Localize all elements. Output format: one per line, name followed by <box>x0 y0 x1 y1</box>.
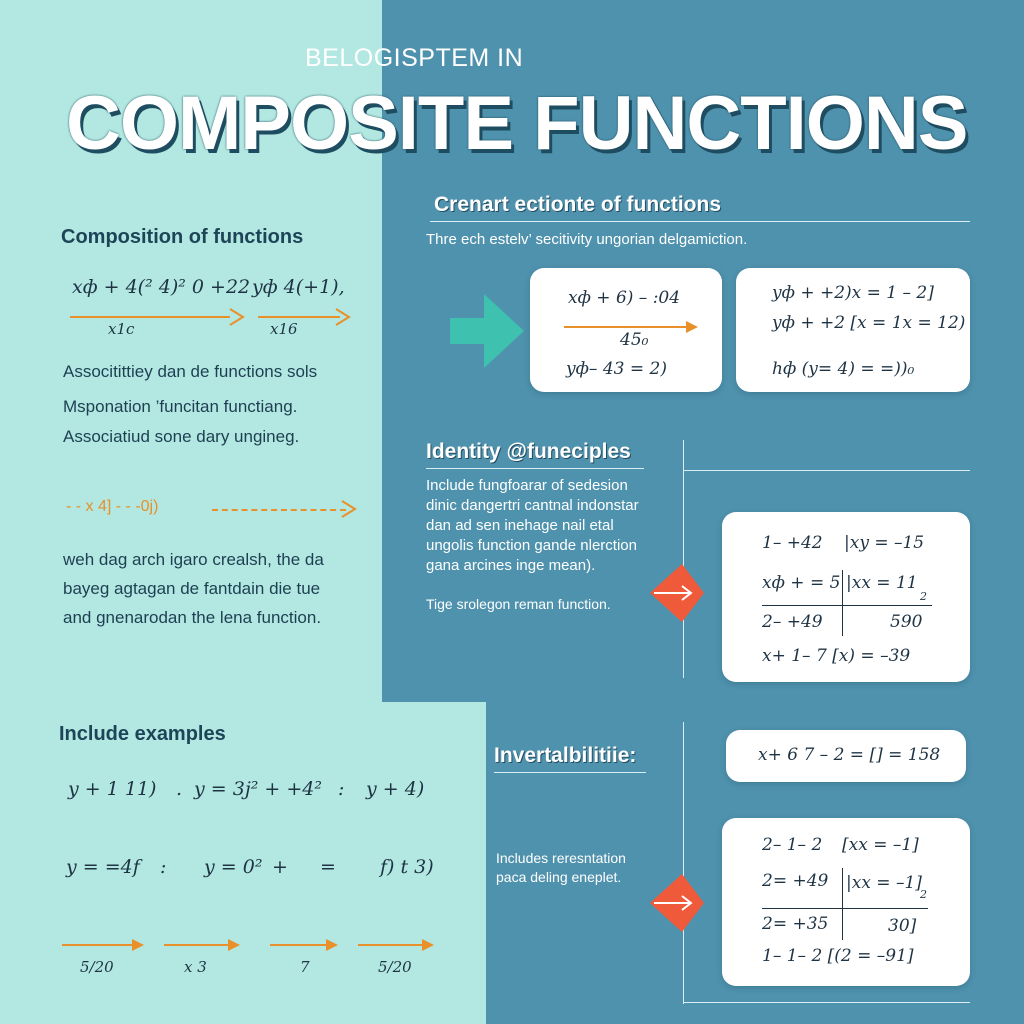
cell: |xy = –15 <box>844 533 925 553</box>
example-sep: . <box>176 778 183 800</box>
example-2: y = 3j² + +4² <box>194 778 322 800</box>
para-line: gana arcines inge mean). <box>426 557 596 574</box>
example-arrow <box>358 944 424 946</box>
formula-a: xф + 4(² 4)² 0 +22 <box>72 276 251 298</box>
card1-line2: yф– 43 = 2) <box>566 359 667 379</box>
cell: x+ 1– 7 [x) = –39 <box>762 646 911 666</box>
section-subline: Thre ech estelv’ secitivity ungorian delgamiction. <box>426 231 748 248</box>
section-heading-invertability: Invertalbilitiie: <box>494 744 637 767</box>
invert-paragraph <box>496 849 626 887</box>
example-label: 5/20 <box>378 958 412 976</box>
example-5: y = 0² <box>204 856 263 878</box>
text-line-3: Associatiud sone dary ungineg. <box>63 427 300 446</box>
example-label: x 3 <box>184 958 207 976</box>
formula-card-2 <box>736 268 970 392</box>
cell: 2– +49 <box>762 612 823 632</box>
example-sep: : <box>338 778 345 800</box>
example-arrow <box>270 944 328 946</box>
divider <box>683 470 970 471</box>
divider <box>426 468 644 469</box>
para-line: Include fungfoarar of sedesion <box>426 477 628 494</box>
example-3: y + 4) <box>366 778 425 800</box>
para-line: Includes reresntation <box>496 850 626 866</box>
card-arrow-head <box>686 321 698 333</box>
para-line: and gnenarodan the lena function. <box>63 608 322 627</box>
section-heading-crenart: Crenart ectionte of functions <box>434 193 722 216</box>
dashed-arrow-line <box>212 509 346 511</box>
cell: 30] <box>888 916 917 936</box>
para-line: ungolis function gande nlerction <box>426 537 637 554</box>
formula-b: yф 4(+1), <box>252 276 345 298</box>
example-label: 5/20 <box>80 958 114 976</box>
subtitle: BELOGISPTEM IN <box>305 44 524 72</box>
table-rule <box>842 868 843 940</box>
divider <box>494 772 646 773</box>
text-line-1: Associtittiey dan de functions sols <box>63 362 318 381</box>
page-title: COMPOSITE FUNCTIONS <box>66 81 968 166</box>
dashed-label: - - x 4] - - -0j) <box>66 498 159 515</box>
example-op: = <box>320 856 336 878</box>
section-heading-identity: Identity @funeciples <box>426 440 631 463</box>
example-1: y + 1 11) <box>68 778 157 800</box>
para-line: dan ad sen inehage nail etal <box>426 517 614 534</box>
invert-formula-card <box>726 730 966 782</box>
arrow-chevron-icon <box>338 498 362 520</box>
cell: |xx = 11 <box>846 573 918 593</box>
para-line: weh dag arch igaro crealsh, the da <box>63 550 324 569</box>
label-a: x1с <box>108 320 135 338</box>
example-arrow <box>164 944 230 946</box>
card2-line3: hф (y= 4) = =))₀ <box>772 359 915 379</box>
cell-subscript: 2 <box>920 590 927 603</box>
cell: [xx = –1] <box>842 835 919 855</box>
identity-table-card <box>722 512 970 682</box>
cell: xф + = 5 <box>762 573 841 593</box>
invert-formula: x+ 6 7 – 2 = [] = 158 <box>758 745 941 765</box>
card-arrow-line <box>564 326 688 328</box>
arrow-line-b <box>258 316 340 318</box>
label-b: x16 <box>270 320 298 338</box>
cell: 1– +42 <box>762 533 823 553</box>
red-arrow-icon <box>646 870 712 936</box>
card1-line1: xф + 6) – :04 <box>568 288 681 308</box>
divider <box>430 221 970 222</box>
identity-note: Tige srolegon reman function. <box>426 596 611 612</box>
table-rule <box>762 605 932 606</box>
example-4: y = =4f <box>66 856 140 878</box>
vertical-divider <box>683 440 684 678</box>
para-line: paca deling eneplet. <box>496 869 622 885</box>
para-line: bayeg agtagan de fantdain die tue <box>63 579 321 598</box>
cell-subscript: 2 <box>920 888 927 901</box>
card1-label: 45₀ <box>620 330 649 350</box>
cell: 2– 1– 2 <box>762 835 823 855</box>
cell: |xx = –1] <box>846 873 922 893</box>
table-rule <box>762 908 928 909</box>
table-rule <box>842 570 843 636</box>
big-arrow-icon <box>444 288 528 374</box>
arrow-chevron-icon <box>226 306 250 328</box>
red-arrow-icon <box>646 560 712 626</box>
example-label: 7 <box>300 958 310 976</box>
cell: 2= +35 <box>762 914 829 934</box>
invert-table-card <box>722 818 970 986</box>
card2-line1: yф + +2)x = 1 – 2] <box>772 283 934 303</box>
example-sep: : <box>160 856 167 878</box>
para-line: dinic dangertri cantnal indonstar <box>426 497 639 514</box>
text-line-2: Msponation ’funcitan functiang. <box>63 397 298 416</box>
cell: 1– 1– 2 [(2 = –91] <box>762 946 914 966</box>
section-heading-composition: Composition of functions <box>61 226 304 248</box>
vertical-divider <box>683 722 684 1004</box>
card2-line2: yф + +2 [x = 1x = 12) <box>772 313 966 333</box>
cell: 2= +49 <box>762 871 829 891</box>
example-op: + <box>272 856 288 878</box>
cell: 590 <box>890 612 923 632</box>
divider <box>683 1002 970 1003</box>
example-arrow <box>62 944 134 946</box>
section-heading-examples: Include examples <box>59 723 226 745</box>
paragraph <box>63 545 324 632</box>
arrow-line-a <box>70 316 230 318</box>
example-6: f) t 3) <box>380 856 434 878</box>
arrow-chevron-icon <box>332 306 356 328</box>
formula-card-1 <box>530 268 722 392</box>
identity-paragraph <box>426 476 639 576</box>
